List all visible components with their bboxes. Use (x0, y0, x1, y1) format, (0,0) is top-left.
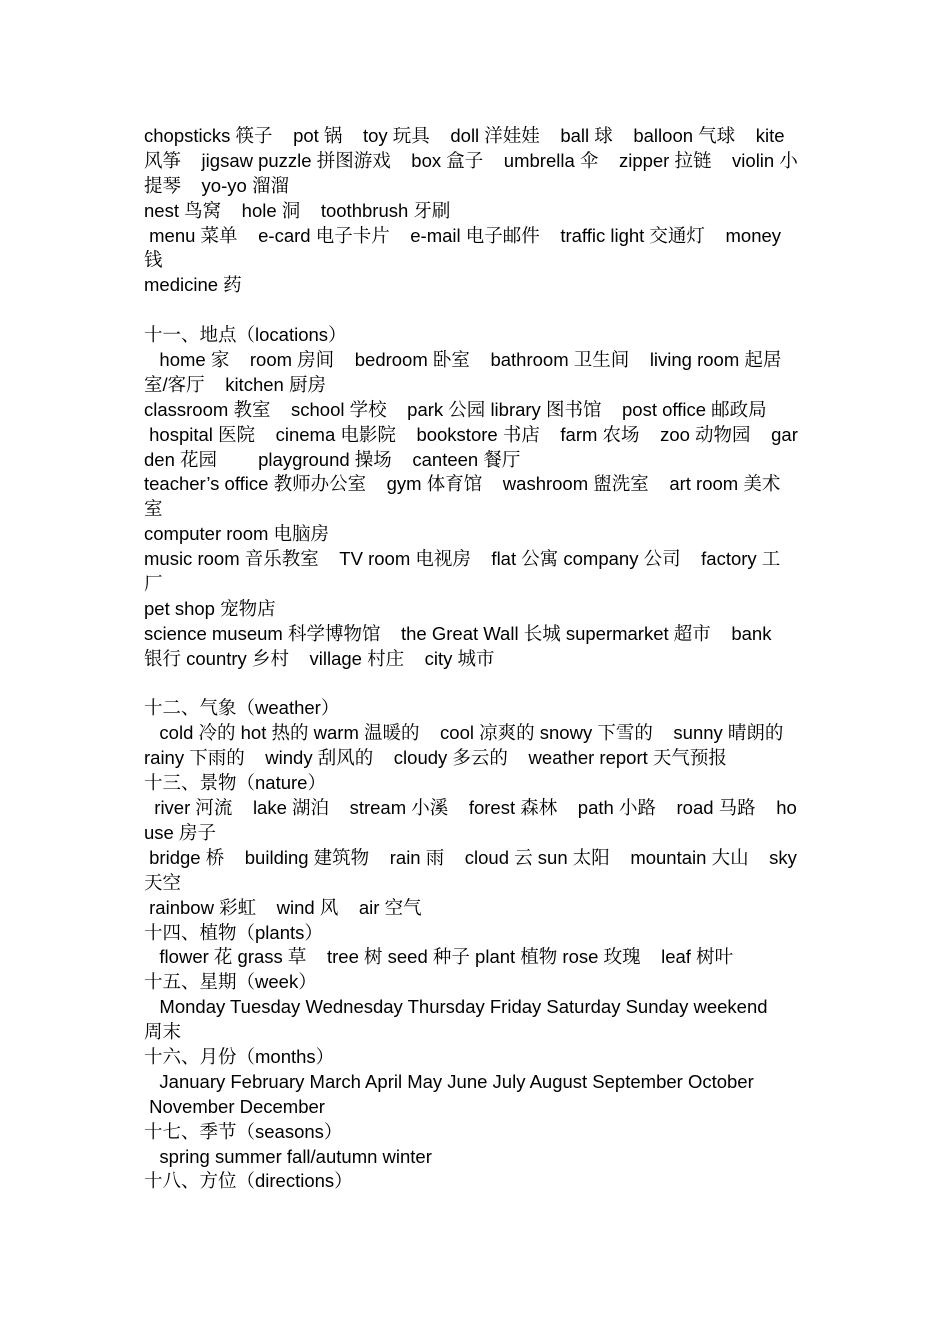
text-line: rainbow 彩虹 wind 风 air 空气 (144, 896, 422, 918)
text-line: cold 冷的 hot 热的 warm 温暖的 cool 凉爽的 snowy 下雪的 sunny 晴朗的 (144, 722, 784, 744)
text-line: teacher’s office 教师办公室 gym 体育馆 washroom 盥洗室 art room 美术 (144, 473, 781, 495)
text-line: hospital 医院 cinema 电影院 bookstore 书店 farm 农场 zoo 动物园 gar (144, 423, 798, 445)
text-line: January February March April May June July August September October (144, 1070, 754, 1092)
text-line: 风筝 jigsaw puzzle 拼图游戏 box 盒子 umbrella 伞 zipper 拉链 violin 小 (144, 149, 798, 171)
section-heading-nature: 十三、景物（nature） (144, 772, 326, 794)
text-line: spring summer fall/autumn winter (144, 1145, 432, 1167)
text-line: 提琴 yo-yo 溜溜 (144, 174, 289, 196)
text-line: November December (144, 1095, 325, 1117)
text-line: chopsticks 筷子 pot 锅 toy 玩具 doll 洋娃娃 ball 球 balloon 气球 kite (144, 125, 785, 146)
section-heading-seasons: 十七、季节（seasons） (144, 1120, 343, 1142)
text-line: classroom 教室 school 学校 park 公园 library 图书馆 post office 邮政局 (144, 398, 767, 420)
text-line: medicine 药 (144, 274, 242, 296)
text-line: 银行 country 乡村 village 村庄 city 城市 (144, 647, 495, 669)
text-line: bridge 桥 building 建筑物 rain 雨 cloud 云 sun 太阳 mountain 大山 sky (144, 846, 797, 868)
text-line: use 房子 (144, 821, 216, 843)
text-line: nest 鸟窝 hole 洞 toothbrush 牙刷 (144, 199, 451, 221)
text-line: pet shop 宠物店 (144, 597, 276, 619)
section-heading-locations: 十一、地点（locations） (144, 324, 347, 346)
section-heading-plants: 十四、植物（plants） (144, 921, 323, 943)
text-line: home 家 room 房间 bedroom 卧室 bathroom 卫生间 living room 起居 (144, 349, 782, 371)
text-line: Monday Tuesday Wednesday Thursday Friday Saturday Sunday weekend (144, 996, 768, 1018)
text-line: 室 (144, 498, 163, 520)
blank-line (144, 298, 809, 323)
text-line: den 花园 playground 操场 canteen 餐厅 (144, 448, 521, 470)
blank-line (144, 672, 809, 697)
vocabulary-text-block (144, 124, 809, 1194)
text-line: rainy 下雨的 windy 刮风的 cloudy 多云的 weather report 天气预报 (144, 747, 727, 769)
text-line: menu 菜单 e-card 电子卡片 e-mail 电子邮件 traffic light 交通灯 money (144, 224, 782, 246)
text-line: science museum 科学博物馆 the Great Wall 长城 supermarket 超市 bank (144, 622, 772, 644)
text-line: flower 花 grass 草 tree 树 seed 种子 plant 植物 rose 玫瑰 leaf 树叶 (144, 946, 734, 968)
section-heading-months: 十六、月份（months） (144, 1045, 335, 1067)
section-heading-week: 十五、星期（week） (144, 971, 317, 993)
text-line: river 河流 lake 湖泊 stream 小溪 forest 森林 path 小路 road 马路 ho (144, 797, 797, 819)
text-line: 周末 (144, 1021, 182, 1043)
text-line: 厂 (144, 573, 163, 595)
text-line: 室/客厅 kitchen 厨房 (144, 373, 326, 395)
text-line: computer room 电脑房 (144, 523, 330, 545)
text-line: 天空 (144, 871, 182, 893)
section-heading-weather: 十二、气象（weather） (144, 697, 340, 719)
section-heading-directions: 十八、方位（directions） (144, 1170, 353, 1192)
text-line: 钱 (144, 249, 163, 271)
text-line: music room 音乐教室 TV room 电视房 flat 公寓 company 公司 factory 工 (144, 548, 781, 570)
